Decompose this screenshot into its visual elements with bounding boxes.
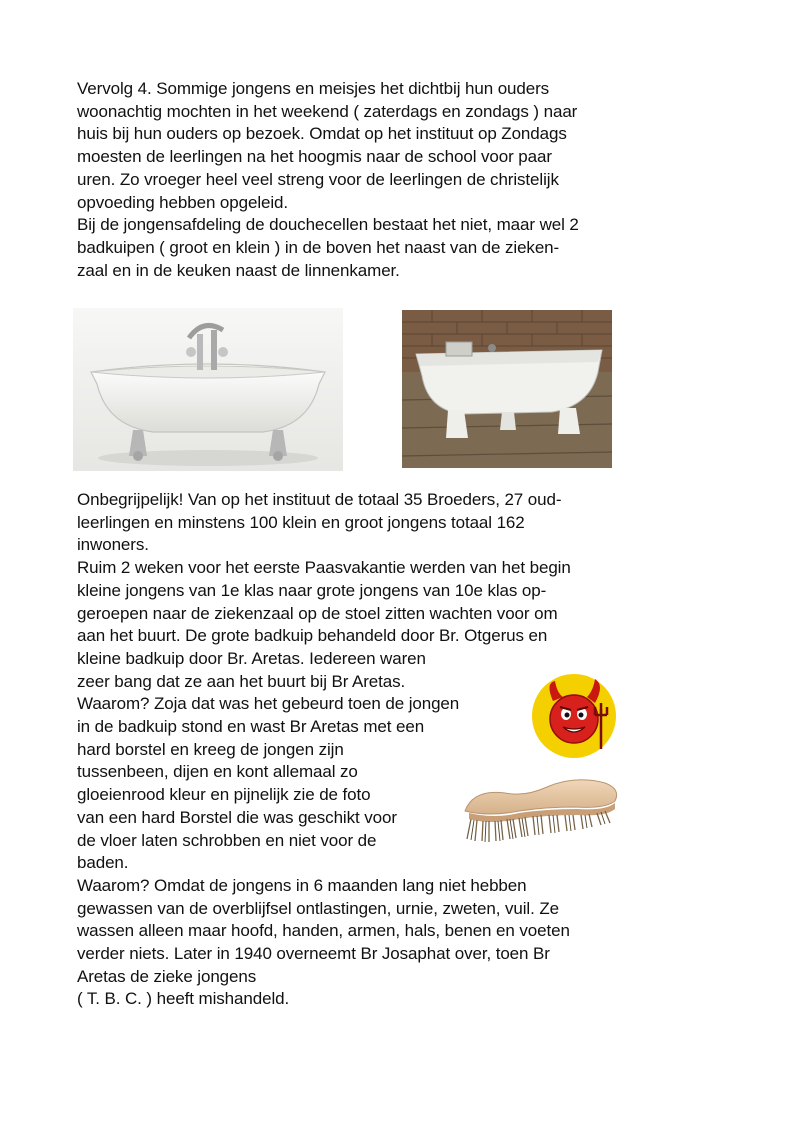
text-line: hard borstel en kreeg de jongen zijn: [77, 739, 344, 759]
devil-emoji-image: [531, 673, 617, 759]
text-line: Waarom? Omdat de jongens in 6 maanden lang niet hebben: [77, 875, 527, 895]
text-line: de vloer laten schrobben en niet voor de: [77, 830, 377, 850]
text-line: Vervolg 4. Sommige jongens en meisjes het dichtbij hun ouders: [77, 79, 550, 98]
text-line: geroepen naar de ziekenzaal op de stoel zitten wachten voor om: [77, 603, 558, 623]
text-line: zeer bang dat ze aan het buurt bij Br Aretas.: [77, 671, 406, 691]
text-line: inwoners.: [77, 535, 149, 555]
text-line: Bij de jongensafdeling de douchecellen bestaat het niet, maar wel 2: [77, 215, 579, 235]
scrubbing-brush-image: [455, 773, 623, 845]
bathtub-photo-right: [402, 310, 612, 468]
text-line: Ruim 2 weken voor het eerste Paasvakantie werden van het begin: [77, 558, 571, 578]
text-line: kleine jongens van 1e klas naar grote jongens van 10e klas op-: [77, 580, 547, 600]
text-line: gloeienrood kleur en pijnelijk zie de foto: [77, 785, 371, 805]
text-line: opvoeding hebben opgeleid.: [77, 192, 289, 212]
old-bathtub-icon: [402, 310, 612, 468]
paragraph-intro: [77, 78, 579, 282]
paragraph-story: [77, 489, 571, 1011]
text-line: huis bij hun ouders op bezoek. Omdat op het instituut op Zondags: [77, 124, 567, 144]
text-line: badkuipen ( groot en klein ) in de boven het naast van de zieken-: [77, 237, 560, 257]
text-line: van een hard Borstel die was geschikt voor: [77, 807, 397, 827]
text-line: wassen alleen maar hoofd, handen, armen, hals, benen en voeten: [77, 921, 570, 941]
devil-face-icon: [531, 673, 617, 759]
text-line: leerlingen en minstens 100 klein en groot jongens totaal 162: [77, 512, 525, 532]
text-line: baden.: [77, 853, 129, 873]
text-line: Aretas de zieke jongens: [77, 966, 257, 986]
clawfoot-bathtub-icon: [73, 308, 343, 471]
text-line: verder niets. Later in 1940 overneemt Br Josaphat over, toen Br: [77, 944, 550, 964]
text-line: ( T. B. C. ) heeft mishandeld.: [77, 989, 290, 1009]
text-line: tussenbeen, dijen en kont allemaal zo: [77, 762, 358, 782]
text-line: zaal en in de keuken naast de linnenkamer.: [77, 260, 400, 280]
text-line: kleine badkuip door Br. Aretas. Iedereen waren: [77, 648, 426, 668]
scrubbing-brush-icon: [455, 773, 623, 845]
text-line: Onbegrijpelijk! Van op het instituut de totaal 35 Broeders, 27 oud-: [77, 490, 562, 509]
text-line: in de badkuip stond en wast Br Aretas met een: [77, 717, 425, 737]
text-line: moesten de leerlingen na het hoogmis naar de school voor paar: [77, 147, 552, 167]
text-line: Waarom? Zoja dat was het gebeurd toen de jongen: [77, 694, 460, 714]
text-line: aan het buurt. De grote badkuip behandeld door Br. Otgerus en: [77, 626, 548, 646]
text-line: uren. Zo vroeger heel veel streng voor de leerlingen de christelijk: [77, 169, 559, 189]
text-line: woonachtig mochten in het weekend ( zaterdags en zondags ) naar: [77, 101, 578, 121]
text-line: gewassen van de overblijfsel ontlastingen, urnie, zweten, vuil. Ze: [77, 898, 559, 918]
bathtub-photo-left: [73, 308, 343, 471]
